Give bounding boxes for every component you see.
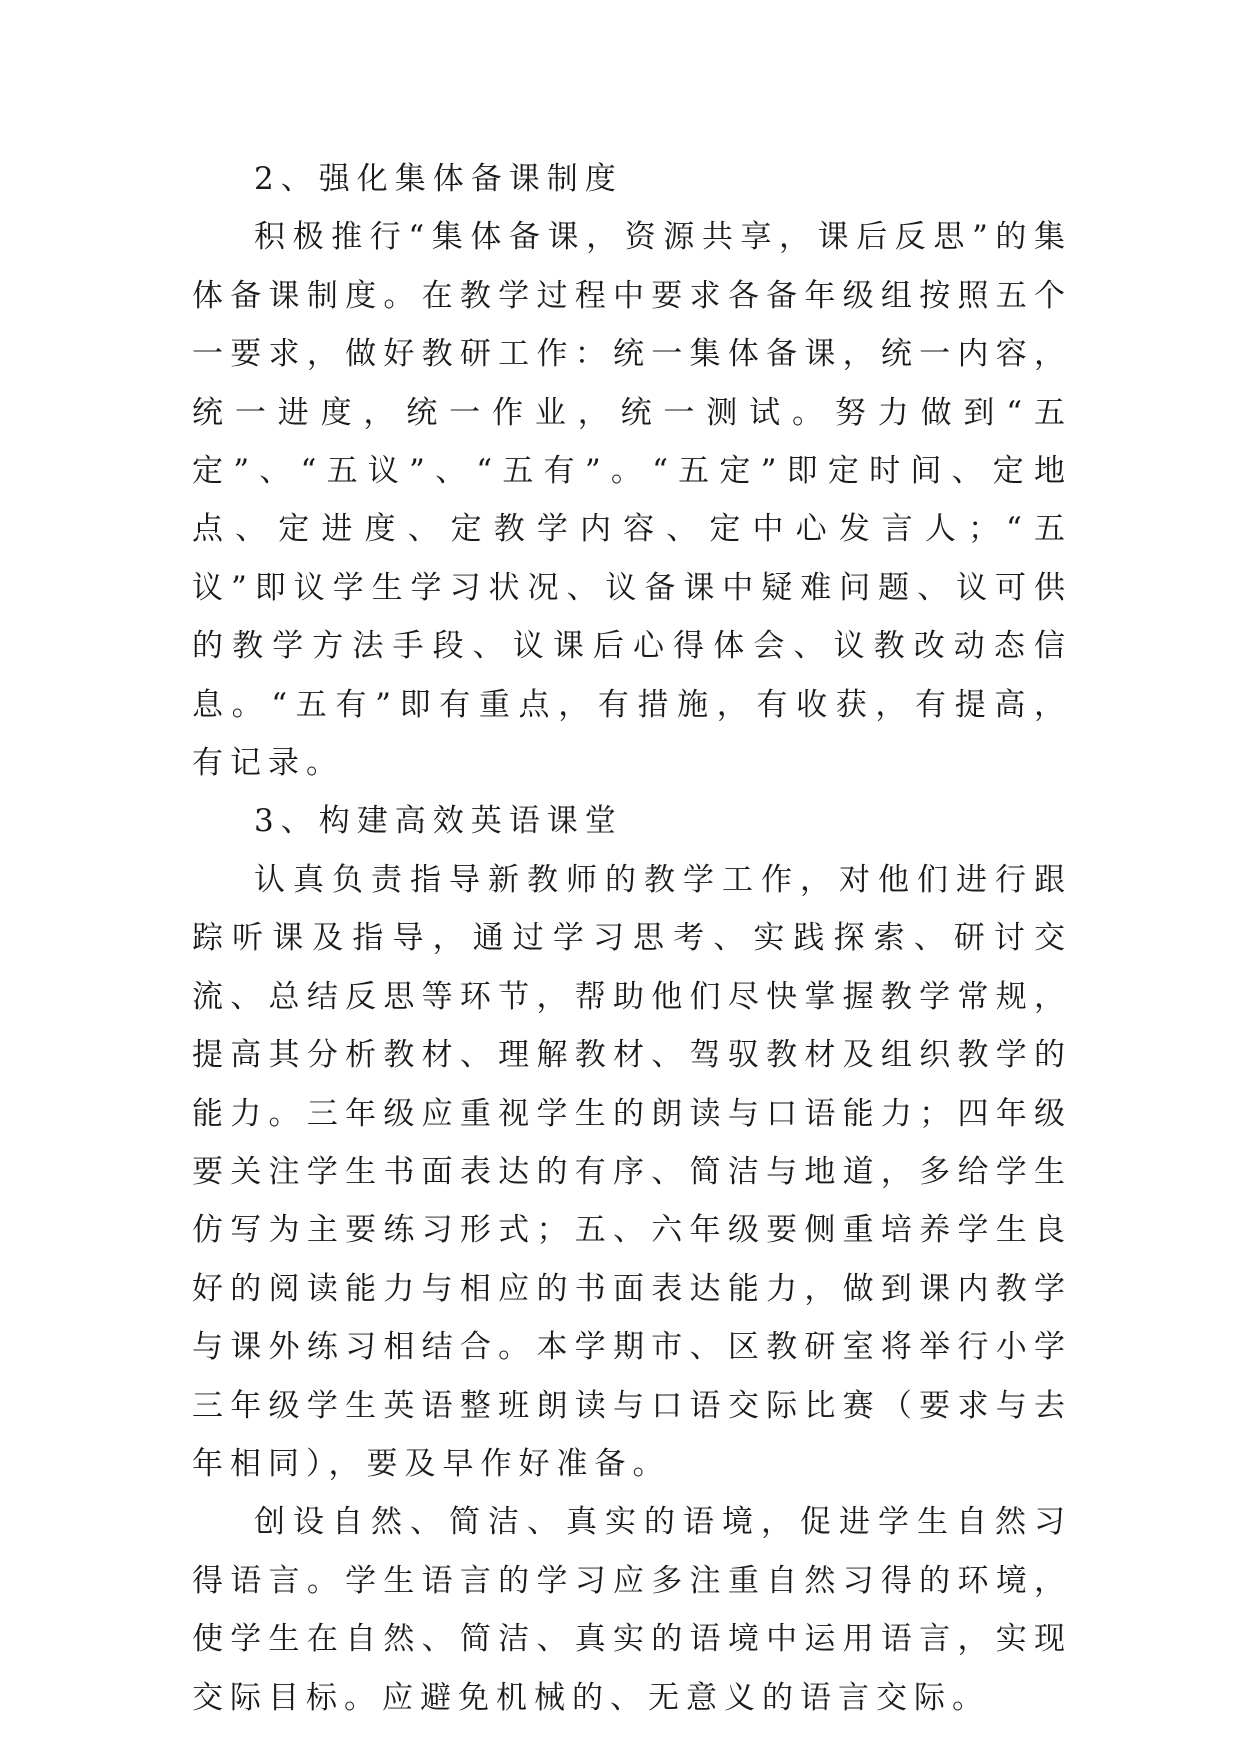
- document-body: [192, 150, 1072, 1727]
- section-heading-collective-lesson-prep: 2、强化集体备课制度: [254, 161, 623, 197]
- paragraph-new-teacher-guidance: 认真负责指导新教师的教学工作，对他们进行跟踪听课及指导，通过学习思考、实践探索、研讨交流、总结反思等环节，帮助他们尽快掌握教学常规，提高其分析教材、理解教材、驾驭教材及组织教学的能力。三年级应重视学生的朗读与口语能力；四年级要关注学生书面表达的有序、简洁与地道，多给学生仿写为主要练习形式；五、六年级要侧重培养学生良好的阅读能力与相应的书面表达能力，做到课内教学与课外练习相结合。本学期市、区教研室将举行小学三年级学生英语整班朗读与口语交际比赛（要求与去年相同），要及早作好准备。: [192, 861, 1072, 1482]
- section-heading-efficient-english-class: 3、构建高效英语课堂: [254, 803, 623, 840]
- paragraph-natural-language-context: 创设自然、简洁、真实的语境，促进学生自然习得语言。学生语言的学习应多注重自然习得的环境，使学生在自然、简洁、真实的语境中运用语言，实现交际目标。应避免机械的、无意义的语言交际。: [192, 1504, 1072, 1716]
- paragraph-collective-lesson-prep: 积极推行“集体备课，资源共享，课后反思”的集体备课制度。在教学过程中要求各备年级组按照五个一要求，做好教研工作：统一集体备课，统一内容，统一进度，统一作业，统一测试。努力做到“五定”、“五议”、“五有”。“五定”即定时间、定地点、定进度、定教学内容、定中心发言人；“五议”即议学生学习状况、议备课中疑难问题、议可供的教学方法手段、议课后心得体会、议教改动态信息。“五有”即有重点，有措施，有收获，有提高，有记录。: [192, 219, 1072, 782]
